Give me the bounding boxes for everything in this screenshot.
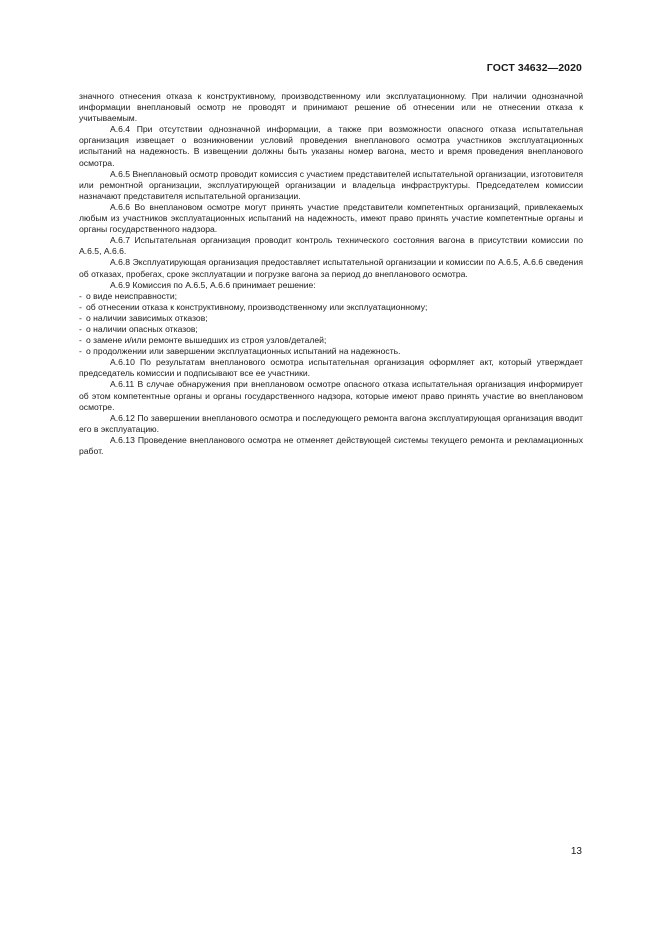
paragraph-a6-4: А.6.4 При отсутствии однозначной информации, а также при возможности опасного отказа испытательная организация извещает о возникновении условий проведения внепланового осмотра участников эксплуатационных испытаний на надежность. В извещении должны быть указаны номер вагона, место и время проведения внепланового осмотра. [79, 124, 583, 168]
list-item: - о продолжении или завершении эксплуатационных испытаний на надежность. [79, 346, 401, 357]
paragraph-a6-7: А.6.7 Испытательная организация проводит контроль технического состояния вагона в присутствии комиссии по А.6.5, А.6.6. [79, 235, 583, 257]
paragraph-a6-5: А.6.5 Внеплановый осмотр проводит комиссия с участием представителей испытательной организации, изготовителя или ремонтной организации, эксплуатирующей организации и владельца инфраструктуры. Председателем комиссии назначают представителя испытательной организации. [79, 168, 583, 201]
paragraph-a6-8: А.6.8 Эксплуатирующая организация предоставляет испытательной организации и комиссии по А.6.5, А.6.6 сведения об отказах, пробегах, сроке эксплуатации и погрузке вагона за период до внепланового осмотра. [79, 257, 583, 279]
list-item: - о виде неисправности; [79, 290, 178, 301]
paragraph-a6-11: А.6.11 В случае обнаружения при внеплановом осмотре опасного отказа испытательная организация информирует об этом компетентные органы и органы государственного надзора, которые имеют право принять участие во внеплановом осмотре. [79, 379, 583, 412]
dash-bullet: - [79, 290, 82, 301]
page-number: 13 [570, 846, 582, 857]
dash-bullet: - [79, 323, 82, 334]
dash-bullet: - [79, 312, 82, 323]
dash-bullet: - [79, 301, 82, 312]
paragraph-a6-3-continuation: значного отнесения отказа к конструктивному, производственному или эксплуатационному. При наличии однозначной информации внеплановый осмотр не проводят и принимают решение об отнесении или не отнесении отказа к учитываемым. [79, 91, 583, 124]
document-body [79, 91, 583, 457]
list-item: - о наличии опасных отказов; [79, 323, 198, 334]
list-item: - о наличии зависимых отказов; [79, 312, 208, 323]
dash-bullet: - [79, 335, 82, 346]
paragraph-a6-6: А.6.6 Во внеплановом осмотре могут принять участие представители компетентных организаций, привлекаемых любым из участников эксплуатационных испытаний на надежность, имеют право принять участие компетентные органы и органы государственного надзора. [79, 201, 583, 235]
dash-bullet: - [79, 346, 82, 357]
document-code-header: ГОСТ 34632—2020 [486, 62, 582, 74]
list-item: - о замене и/или ремонте вышедших из строя узлов/деталей; [79, 335, 327, 346]
list-item: - об отнесении отказа к конструктивному, производственному или эксплуатационному; [79, 301, 428, 312]
paragraph-a6-9: А.6.9 Комиссия по А.6.5, А.6.6 принимает решение: [110, 279, 316, 290]
decision-list [79, 291, 583, 358]
paragraph-a6-12: А.6.12 По завершении внепланового осмотра и последующего ремонта вагона эксплуатирующая организация вводит его в эксплуатацию. [79, 412, 583, 434]
paragraph-a6-13: А.6.13 Проведение внепланового осмотра не отменяет действующей системы текущего ремонта и рекламационных работ. [79, 434, 583, 456]
paragraph-a6-10: А.6.10 По результатам внепланового осмотра испытательная организация оформляет акт, который утверждает председатель комиссии и подписывают все ее участники. [79, 357, 583, 379]
